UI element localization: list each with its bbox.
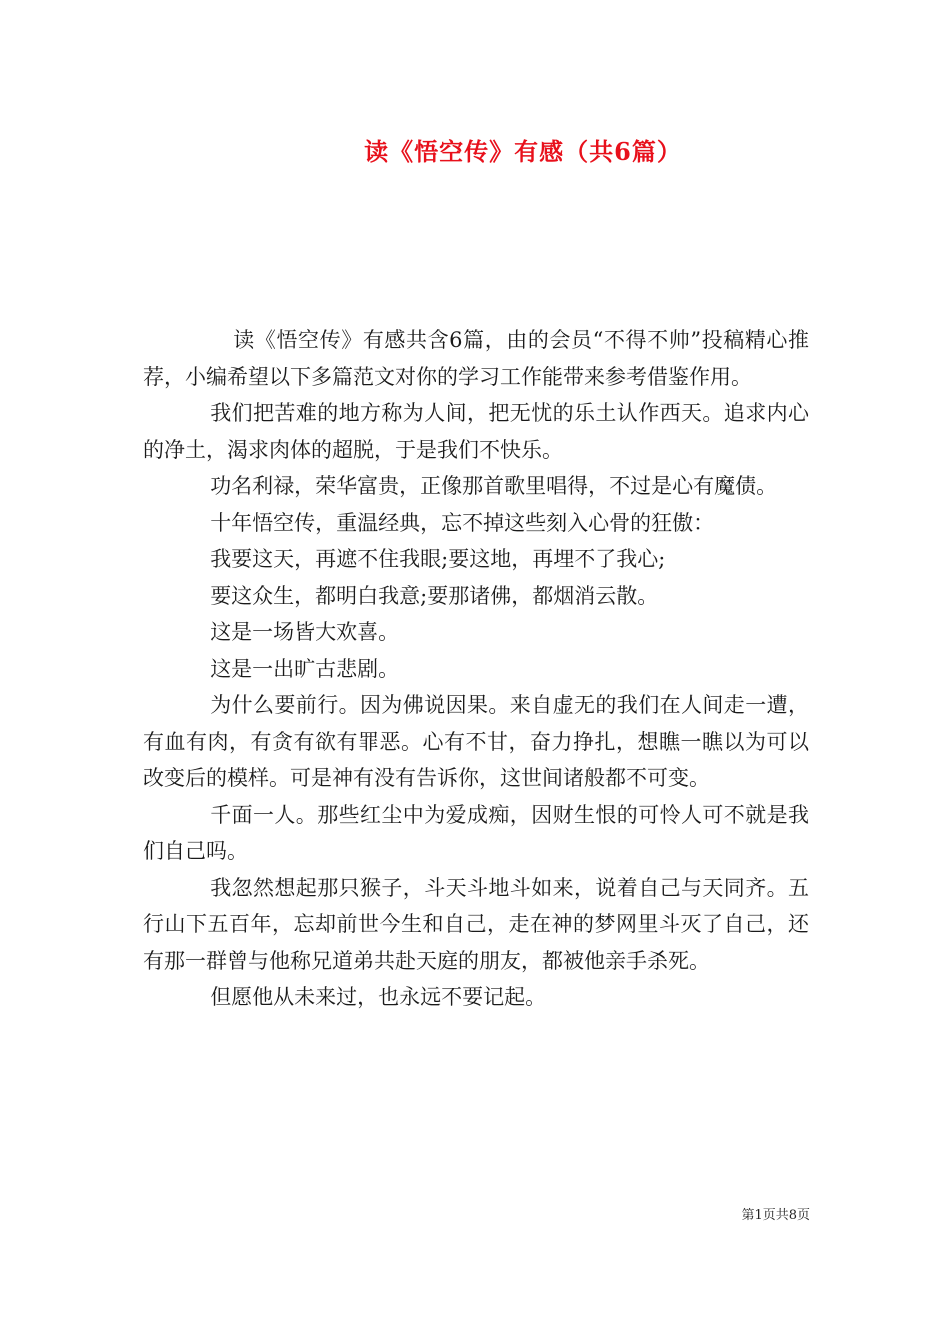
paragraph: 我要这天，再遮不住我眼;要这地，再埋不了我心;	[210, 547, 666, 571]
document-body	[143, 322, 809, 1016]
page-number: 第1页共8页	[741, 1208, 810, 1223]
paragraph: 十年悟空传，重温经典，忘不掉这些刻入心骨的狂傲：	[210, 510, 715, 535]
document-title: 读《悟空传》有感（共6篇）	[364, 137, 682, 166]
paragraph: 千面一人。那些红尘中为爱成痴，因财生恨的可怜人可不就是我们自己吗。	[143, 802, 809, 863]
paragraph: 我忽然想起那只猴子，斗天斗地斗如来，说着自己与天同齐。五行山下五百年，忘却前世今生和自己，走在神的梦网里斗灭了自己，还有那一群曾与他称兄道弟共赴天庭的朋友，都被他亲手杀死。	[143, 875, 809, 973]
paragraph: 但愿他从未来过，也永远不要记起。	[210, 985, 547, 1009]
page-footer	[700, 1204, 810, 1223]
paragraph-intro: 读《悟空传》有感共含6篇，由的会员“不得不帅”投稿精心推荐，小编希望以下多篇范文对你的学习工作能带来参考借鉴作用。	[143, 328, 809, 389]
paragraph: 要这众生，都明白我意;要那诸佛，都烟消云散。	[210, 583, 659, 608]
paragraph: 为什么要前行。因为佛说因果。来自虚无的我们在人间走一遭，有血有肉，有贪有欲有罪恶。心有不甘，奋力挣扎，想瞧一瞧以为可以改变后的模样。可是神有没有告诉你，这世间诸般都不可变。	[143, 693, 809, 790]
paragraph: 功名利禄，荣华富贵，正像那首歌里唱得，不过是心有魔债。	[210, 474, 778, 498]
paragraph: 我们把苦难的地方称为人间，把无忧的乐土认作西天。追求内心的净土，渴求肉体的超脱，于是我们不快乐。	[143, 401, 809, 462]
paragraph: 这是一出旷古悲剧。	[210, 656, 400, 681]
paragraph: 这是一场皆大欢喜。	[210, 620, 400, 644]
